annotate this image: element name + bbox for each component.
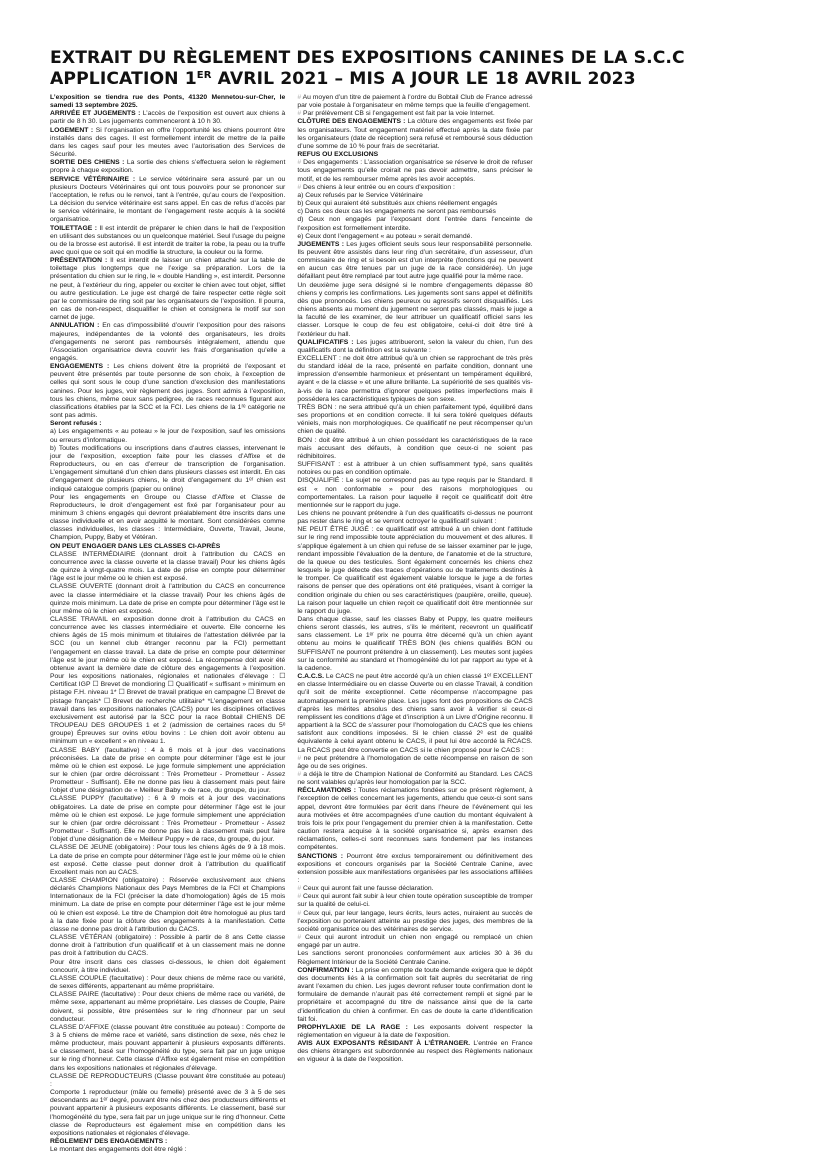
paragraph <box>297 477 532 510</box>
paragraph-text: Le CACS ne peut être accordé qu’à un chien classé 1ᵉʳ EXCELLENT en classe Intermédiaire ou en classe Ouverte ou en classe Travail, à condition qu’il soit de mérite exceptionnel. Cette récompense n’accompagne pas automatiquement la première place. Les juges font des propositions de CACS d’après les mérites absolus des chiens sans avoir à vérifier si ceux-ci remplissent les conditions d’âge et d’inscription à un Livre d’Origine reconnu. Il appartient à la SCC de s’assurer pour l’homologation du CACS que les chiens satisfont aux conditions imposées. Si le chien classé 2ᵉ est de qualité équivalente à celui ayant obtenu le CACS, il peut lui être accordé la RCACS. La RCACS peut être convertie en CACS si le chien proposé pour le CACS : <box>297 673 533 754</box>
paragraph-text: Ceux qui, par leur langage, leurs écrits, leurs actes, nuiraient au succès de l’exposition ou porteraient atteinte au prestige des juges, des membres de la société organisatrice ou des vétérinaires de service. <box>297 909 533 933</box>
paragraph-text: Ceux qui auront fait une fausse déclaration. <box>301 885 434 893</box>
paragraph <box>50 159 285 175</box>
paragraph <box>50 363 285 420</box>
paragraph-text: DISQUALIFIÉ : Le sujet ne correspond pas au type requis par le Standard. Il est « non conformable » pour des raisons morphologiques ou comportementales. La raison pour laquelle il reçoit ce qualificatif doit être mentionnée sur le rapport du juge. <box>297 477 533 509</box>
paragraph-heading: RÈGLEMENT DES ENGAGEMENTS : <box>50 1138 168 1145</box>
paragraph <box>297 216 532 232</box>
paragraph-text: Des chiens à leur entrée ou en cours d’exposition : <box>301 183 455 191</box>
paragraph-heading: Seront refusés : <box>50 420 102 428</box>
paragraph <box>297 1024 532 1040</box>
paragraph-text: L’accès de l’exposition est ouvert aux chiens à partir de 8 h 30. Les jugements commenceront à 10 h 30. <box>50 110 286 126</box>
paragraph-text: CLASSE TRAVAIL en exposition donne droit à l’attribution du CACS en concurrence avec les classes intermédiaire et ouverte. Elle concerne les chiens âgés de 15 mois minimum et titulaires de l’attestation délivrée par la SCC (ou un kennel club étranger reconnu par la FCI) permettant l’engagement en classe travail. La date de prise en compte pour déterminer l’âge est le jour même où le chien est exposé. La récompense doit avoir été obtenue avant la dernière date de clôture des engagements à l’exposition. Pour les expositions nationales, régionales et nationales d’élevage : ☐ Certificat IGP ☐ Brevet de mondioring ☐ Qualificatif « suffisant » minimum en pistage F.H. niveau 1* ☐ Brevet de travail pratique en campagne ☐ Brevet de pistage français* ☐ Brevet de recherche utilitaire* *L’engagement en classe travail dans les expositions nationales (CACS) pour les disciplines olfactives exclusivement est autorisé par la SCC pour la race Bobtail CHIENS DE TROUPEAU DES GROUPES 1 et 2 (admission de certaines races du 5ᵉ groupe) Épreuves sur ovins et/ou bovins : Le chien doit avoir obtenu au minimum un « excellent » en niveau 1. <box>50 616 286 746</box>
paragraph-text: Comporte 1 reproducteur (mâle ou femelle) présenté avec de 3 à 5 de ses descendants au 1ᵉʳ degré, pouvant être nés chez des producteurs différents et pouvant appartenir à plusieurs exposants différents. Le classement, basé sur l’homogénéité du type, sera fait par un juge unique sur le ring d’honneur. Cette classe de Reproducteurs est également mise en compétition dans les expositions nationales et régionales d’élevage. <box>50 1089 286 1137</box>
paragraph <box>50 543 285 551</box>
paragraph-heading: ENGAGEMENTS : <box>50 363 110 371</box>
paragraph-text: NE PEUT ÊTRE JUGÉ : ce qualificatif est attribué à un chien dont l’attitude sur le ring rend impossible toute appréciation du mouvement et des allures. Il s’applique également à un chien qui refuse de se laisser examiner par le juge, rendant impossible l’évaluation de la denture, de l’anatomie et de la structure, de la queue ou des testicules. Sont également concernés les chiens chez lesquels le juge détecte des traces d’opérations ou de traitements destinés à le tromper. Ce qualificatif est également valable lorsque le juge a de fortes raisons de penser que des opérations ont été pratiquées, visant à corriger la condition originale du chien ou ses caractéristiques (paupière, oreille, queue). La raison pour laquelle un chien reçoit ce qualificatif doit être mentionnée sur le rapport du juge. <box>297 526 533 615</box>
paragraph <box>297 787 532 852</box>
paragraph <box>297 241 532 282</box>
paragraph-text: BON : doit être attribué à un chien possédant les caractéristiques de la race mais accusant des défauts, à condition que ceux-ci ne soient pas rédhibitoires. <box>297 436 533 460</box>
paragraph-text: Pour être inscrit dans ces classes ci-dessous, le chien doit également concourir, à titre individuel. <box>50 958 286 974</box>
paragraph-text: Au moyen d’un titre de paiement à l’ordre du Bobtail Club de France adressé par voie postale à l’organisateur en même temps que la feuille d’engagement. <box>297 94 533 110</box>
paragraph-text: Pourront être exclus temporairement ou définitivement des expositions et concours organisés par la Société Centrale Canine, avec extension possible aux manifestations organisées par les associations affiliées : <box>297 852 533 884</box>
paragraph-text: d) Ceux non engagés par l’exposant dont l’entrée dans l’enceinte de l’exposition est formellement interdite. <box>297 216 533 232</box>
paragraph <box>297 771 532 787</box>
paragraph <box>50 583 285 616</box>
paragraph <box>50 934 285 958</box>
paragraph <box>297 404 532 437</box>
bullet-icon: # <box>297 934 302 942</box>
paragraph <box>297 200 532 208</box>
paragraph <box>50 127 285 160</box>
paragraph-text: Ceux qui auront introduit un chien non engagé ou remplacé un chien engagé par un autre. <box>297 934 533 950</box>
title-line-2: APPLICATION 1ER AVRIL 2021 – MIS A JOUR LE 18 AVRIL 2023 <box>50 69 636 89</box>
bullet-icon: # <box>297 754 302 762</box>
paragraph-heading: SERVICE VÉTÉRINAIRE : <box>50 175 136 183</box>
bullet-icon: # <box>297 110 302 118</box>
paragraph <box>50 176 285 225</box>
paragraph-heading: ARRIVÉE ET JUGEMENTS : <box>50 110 141 118</box>
paragraph <box>297 461 532 477</box>
paragraph-text: a déjà le titre de Champion National de Conformité au Standard. Les CACS ne sont valables qu’après leur homologation par la SCC. <box>297 770 533 787</box>
paragraph-text: Les juges officient seuls sous leur responsabilité personnelle. Ils peuvent être assistés dans leur ring d’un secrétaire, d’un assesseur, d’un commissaire de ring et si besoin est d’un interprète (fonctions qui ne peuvent en aucun cas être tenues par un juge de la race considérée). Un juge défaillant peut être remplacé par tout autre juge qualifié pour la même race. <box>297 240 533 281</box>
paragraph <box>50 551 285 584</box>
paragraph-text: SUFFISANT : est à attribuer à un chien suffisamment typé, sans qualités notoires ou pas en condition optimale. <box>297 461 533 477</box>
paragraph-text: L’entrée en France des chiens étrangers est subordonnée au respect des Règlements nationaux en vigueur à la date de l’exposition. <box>297 1040 533 1064</box>
paragraph <box>297 282 532 339</box>
paragraph <box>50 975 285 991</box>
paragraph-text: Les chiens ne pouvant prétendre à l’un des qualificatifs ci-dessus ne pourront pas rester dans le ring et se verront octroyer le qualificatif suivant : <box>297 509 533 526</box>
bullet-icon: # <box>297 159 302 167</box>
paragraph-text: CLASSE PUPPY (facultative) : 6 à 9 mois et à jour des vaccinations obligatoires. La date de prise en compte pour déterminer l’âge est le jour même où le chien est exposé. Le juge formule simplement une appréciation sur le chien (par ordre décroissant : Très Prometteur - Prometteur - Assez Prometteur - Suffisant). Elle ne donne pas lieu à classement mais peut faire l’objet d’une désignation de « Meilleur Puppy » de race, du groupe, du jour. <box>50 795 286 844</box>
paragraph <box>50 94 285 110</box>
paragraph <box>297 910 532 934</box>
paragraph-heading: RÉCLAMATIONS : <box>297 787 357 795</box>
bullet-icon: # <box>297 909 302 917</box>
paragraph <box>50 428 285 444</box>
paragraph <box>297 208 532 216</box>
paragraph <box>50 420 285 428</box>
paragraph-text: Il est interdit de préparer le chien dans le hall de l’exposition en utilisant des substances ou un quelconque matériel. Seul l’usage du peigne ou de la brosse est autorisé. Il est interdit de traiter la robe, la peau ou la truffe avec quoi que ce soit qui en modifie la structure, la couleur ou la forme. <box>50 224 286 256</box>
paragraph-text: Des engagements : L’association organisatrice se réserve le droit de refuser tous engagements qu’elle croirait ne pas devoir admettre, sans préciser le motif, et de les rembourser même après les avoir acceptés. <box>297 159 533 183</box>
paragraph-text: b) Toutes modifications ou inscriptions dans d’autres classes, intervenant le jour de l’exposition, exception faite pour les classes d’Affixe et de Reproducteurs, ou en cas d’erreur de transcription de l’organisation. L’engagement simultané d’un chien dans plusieurs classes est interdit. En cas d’engagement de plusieurs chiens, le droit d’engagement du 1ᵉʳ chien est indiqué catalogue compris (papier ou online) <box>50 444 286 493</box>
paragraph-heading: AVIS AUX EXPOSANTS RÉSIDANT À L’ÉTRANGER. <box>297 1040 470 1048</box>
paragraph <box>297 339 532 355</box>
paragraph-text: Les chiens doivent être la propriété de l’exposant et peuvent être présentés par toute personne de son choix, à l’exception de celles qui sont sous le coup d’une sanction d’exclusion des manifestations canines. Pour les juges, voir règlement des juges. Sont admis à l’exposition, tous les chiens, même ceux sans pedigree, de races reconnues figurant aux classifications établies par la SCC et la FCI. Les chiens de la 1ʳᵉ catégorie ne sont pas admis. <box>50 363 286 420</box>
paragraph <box>50 1024 285 1073</box>
paragraph-heading: TOILETTAGE : <box>50 224 97 232</box>
title-line-1: EXTRAIT DU RÈGLEMENT DES EXPOSITIONS CANINES DE LA S.C.C <box>50 48 685 68</box>
paragraph-text: Il est interdit de laisser un chien attaché sur la table de toilettage plus longtemps que ne l’exige sa préparation. Lors de la présentation du chien sur le ring, le « double Handling », est interdit. Personne ne peut, à l’extérieur du ring, appeler ou exciter le chien avec tout objet, sifflet ou autre gesticulation. Le juge est chargé de faire respecter cette règle soit par le commissaire de ring soit par les organisateurs de l’exposition. Il pourra, en cas de non-respect, disqualifier le chien et consignera le motif sur son carnet de juge. <box>50 257 286 322</box>
paragraph <box>297 967 532 1024</box>
paragraph-text: Par prélèvement CB si l’engagement est fait par la voie Internet. <box>301 110 495 118</box>
paragraph <box>50 877 285 934</box>
paragraph <box>50 844 285 877</box>
bullet-icon: # <box>297 885 302 893</box>
paragraph-text: CLASSE VÉTÉRAN (obligatoire) : Possible à partir de 8 ans Cette classe donne droit à l’attribution d’un qualificatif et à un classement mais ne donne pas droit à l’attribution du CACS. <box>50 934 286 958</box>
paragraph <box>50 959 285 975</box>
paragraph <box>297 233 532 241</box>
paragraph <box>50 257 285 322</box>
paragraph-heading: LOGEMENT : <box>50 126 94 134</box>
bullet-icon: # <box>297 893 302 901</box>
paragraph <box>297 885 532 893</box>
paragraph-heading: QUALIFICATIFS : <box>297 338 354 346</box>
paragraph-heading: REFUS OU EXCLUSIONS <box>297 151 379 159</box>
paragraph-text: e) Ceux dont l’engagement « au poteau » serait demandé. <box>297 232 473 240</box>
bullet-icon: # <box>297 94 302 101</box>
paragraph-heading: SORTIE DES CHIENS : <box>50 159 125 167</box>
paragraph-text: CLASSE COUPLE (facultative) : Pour deux chiens de même race ou variété, de sexes différents, appartenant au même propriétaire. <box>50 974 286 991</box>
paragraph <box>50 322 285 363</box>
paragraph-heading: ANNULATION : <box>50 322 100 330</box>
paragraph-text: TRÈS BON : ne sera attribué qu’à un chien parfaitement typé, équilibré dans ses proportions et en condition correcte. Il lui sera toléré quelques défauts véniels, mais non morphologiques. Ce qualificatif ne peut récompenser qu’un chien de qualité. <box>297 403 533 436</box>
paragraph-heading: ON PEUT ENGAGER DANS LES CLASSES CI-APRÈS <box>50 542 221 550</box>
paragraph <box>297 616 532 673</box>
paragraph <box>50 991 285 1024</box>
document-title <box>50 48 780 90</box>
paragraph <box>50 445 285 494</box>
paragraph-text: La clôture des engagements est fixée par les organisateurs. Tout engagement matériel effectué après la date fixée par les organisateurs (date de réception) sera refusé et remboursé sous déduction d’une somme de 10 % pour frais de secrétariat. <box>297 118 533 150</box>
paragraph-text: Les juges attribueront, selon la valeur du chien, l’un des qualificatifs dont la définition est la suivante : <box>297 338 533 354</box>
paragraph <box>297 1040 532 1064</box>
paragraph <box>297 934 532 950</box>
paragraph <box>297 893 532 909</box>
paragraph <box>297 437 532 461</box>
paragraph <box>297 151 532 159</box>
paragraph <box>297 118 532 151</box>
paragraph-text: EXCELLENT : ne doit être attribué qu’à un chien se rapprochant de très près du standard idéal de la race, présenté en parfaite condition, donnant une impression d’ensemble harmonieux et présentant un tempérament équilibré, ayant « de la classe » et une allure brillante. La supériorité de ses qualités vis-à-vis de la race permettra d’ignorer quelques petites imperfections mais il possédera les caractéristiques typiques de son sexe. <box>297 355 533 403</box>
paragraph <box>297 184 532 192</box>
paragraph <box>50 225 285 258</box>
paragraph <box>50 795 285 844</box>
paragraph-text: Les exposants doivent respecter la réglementation en vigueur à la date de l’exposition. <box>297 1023 533 1039</box>
paragraph <box>50 616 285 747</box>
paragraph-text: Ceux qui auront fait subir à leur chien toute opération susceptible de tromper sur la qualité de celui-ci. <box>297 893 533 909</box>
paragraph-heading: JUGEMENTS : <box>297 240 344 248</box>
paragraph-heading: L’exposition se tiendra rue des Ponts, 41320 Mennetou-sur-Cher, le samedi 13 septembre 2025. <box>50 94 286 110</box>
paragraph-text: Dans chaque classe, sauf les classes Baby et Puppy, les quatre meilleurs chiens seront classés, les autres, s’ils le méritent, recevront un qualificatif sans classement. Le 1ᵉʳ prix ne pourra être décerné qu’à un chien ayant obtenu au moins le qualificatif TRÈS BON (les chiens qualifiés BON ou SUFFISANT ne pourront prétendre à un classement). Les meutes sont jugées sur la conformité au standard et l’homogénéité du lot par rapport au type et à la cadence. <box>297 616 533 672</box>
bullet-icon: # <box>297 770 302 778</box>
paragraph-text: CLASSE DE JEUNE (obligatoire) : Pour tous les chiens âgés de 9 à 18 mois. La date de prise en compte pour déterminer l’âge est le jour même où le chien est exposé. Cette classe peut donner droit à l’attribution du qualificatif Excellent mais non au CACS. <box>50 844 286 876</box>
paragraph <box>50 1089 285 1138</box>
paragraph <box>50 1146 285 1154</box>
paragraph-text: a) Les engagements « au poteau » le jour de l’exposition, sauf les omissions ou erreurs d’informatique. <box>50 428 286 444</box>
paragraph-heading: CLÔTURE DES ENGAGEMENTS : <box>297 118 406 126</box>
paragraph-heading: PROPHYLAXIE DE LA RAGE : <box>297 1023 408 1031</box>
paragraph <box>297 159 532 183</box>
paragraph-text: La prise en compte de toute demande exigera que le dépôt des documents liés à la confirmation soit fait auprès du secrétariat de ring avant l’examen du chien. Les juges devront refuser toute confirmation dont le formulaire de demande n’aurait pas été correctement rempli et signé par le propriétaire et accompagné du titre de naissance ainsi que de la carte d’identification du chien à confirmer. En cas de doute la carte d’identification fait foi. <box>297 966 533 1023</box>
paragraph <box>297 355 532 404</box>
paragraph-text: a) Ceux refusés par le Service Vétérinaire <box>297 191 423 199</box>
paragraph <box>297 853 532 886</box>
paragraph <box>297 526 532 616</box>
paragraph-text: Les sanctions seront prononcées conformément aux articles 30 à 36 du Règlement Intérieur de la Société Centrale Canine. <box>297 950 533 966</box>
paragraph <box>50 494 285 543</box>
paragraph-text: Le montant des engagements doit être réglé : <box>50 1146 187 1154</box>
paragraph <box>50 1073 285 1089</box>
paragraph-text: CLASSE CHAMPION (obligatoire) : Réservée exclusivement aux chiens déclarés Champions Nationaux des Pays Membres de la FCI et Champions Internationaux de la FCI (préciser la date d’homologation) âgés de 15 mois minimum. La date de prise en compte pour déterminer l’âge est le jour même où le chien est exposé. Le titre de Champion doit être homologué au plus tard à la date fixée pour la clôture des engagements à la manifestation. Cette classe ne donne pas droit à l’attribution du CACS. <box>50 877 286 933</box>
paragraph-text: Un deuxième juge sera désigné si le nombre d’engagements dépasse 80 chiens y compris les confirmations. Les jugements sont sans appel et définitifs dès que prononcés. Les chiens peureux ou agressifs seront disqualifiés. Les chiens absents au moment du jugement ne seront pas classés, mais le juge a la faculté de les examiner, de leur attribuer un qualificatif officiel sans les classer. Lorsque le coup de feu est obligatoire, celui-ci doit être tiré à l’extérieur du hall. <box>297 281 533 338</box>
paragraph-text: La sortie des chiens s’effectuera selon le règlement propre à chaque exposition. <box>50 159 286 175</box>
paragraph-text: Le service vétérinaire sera assuré par un ou plusieurs Docteurs Vétérinaires qui ont tous pouvoirs pour se prononcer sur l’acceptation, le refus ou le renvoi, tant à l’entrée, qu’au cours de l’exposition. La décision du service vétérinaire est sans appel. En cas de refus d’accès par le service vétérinaire, le montant de l’engagement reste acquis à la société organisatrice. <box>50 175 286 224</box>
paragraph-text: CLASSE OUVERTE (donnant droit à l’attribution du CACS en concurrence avec la classe intermédiaire et la classe travail) Pour les chiens âgés de quinze mois minimum. La date de prise en compte pour déterminer l’âge est le jour même où le chien est exposé. <box>50 583 286 615</box>
paragraph-text: ne peut prétendre à l’homologation de cette récompense en raison de son âge ou de ses origines. <box>297 754 533 770</box>
paragraph-text: b) Ceux qui auraient été substitués aux chiens réellement engagés <box>297 200 498 208</box>
regulation-body <box>50 94 780 1158</box>
paragraph-text: CLASSE D’AFFIXE (classe pouvant être constituée au poteau) : Comporte de 3 à 5 chiens de même race et variété, sans distinction de sexe, nés chez le même producteur, mais pouvant appartenir à plusieurs exposants différents. Le classement, basé sur l’homogénéité du type, sera fait par un juge unique sur le ring d’honneur. Cette classe d’Affixe est également mise en compétition dans les expositions nationales et régionales d’élevage. <box>50 1023 286 1072</box>
paragraph-text: Pour les engagements en Groupe ou Classe d’Affixe et Classe de Reproducteurs, le droit d’engagement est fixé par l’organisateur pour au minimum 3 chiens engagés qui devront préalablement être inscrits dans une classe individuelle et en avoir acquitté le montant. Sont considérées comme classes individuelles, les classes : Intermédiaire, Ouverte, Travail, Jeune, Champion, Puppy, Baby et Vétéran. <box>50 493 286 542</box>
paragraph <box>297 673 532 755</box>
bullet-icon: # <box>297 183 302 191</box>
paragraph <box>297 192 532 200</box>
paragraph-text: c) Dans ces deux cas les engagements ne seront pas remboursés <box>297 208 496 216</box>
paragraph-text: CLASSE BABY (facultative) : 4 à 6 mois et à jour des vaccinations préconisées. La date de prise en compte pour déterminer l’âge est le jour même où le chien est exposé. Le juge formule simplement une appréciation sur le chien (par ordre décroissant : Très Prometteur - Prometteur - Assez Prometteur - Suffisant). Elle ne donne pas lieu à classement mais peut faire l’objet d’une désignation de « Meilleur Baby » de race, du groupe, du jour. <box>50 746 286 795</box>
paragraph-heading: C.A.C.S. <box>297 673 325 681</box>
paragraph-text: CLASSE PAIRE (facultative) : Pour deux chiens de même race ou variété, de même sexe, appartenant au même propriétaire. Les classes de Couple, Paire doivent, si possible, être présentées sur le ring d’honneur par un seul conducteur. <box>50 991 286 1023</box>
paragraph <box>50 1138 285 1146</box>
paragraph-text: CLASSE INTERMÉDIAIRE (donnant droit à l’attribution du CACS en concurrence avec la classe ouverte et la classe travail) Pour les chiens âgés de quinze à vingt-quatre mois. La date de prise en compte pour déterminer l’âge est le jour même où le chien est exposé. <box>50 550 286 583</box>
paragraph-text: Toutes réclamations fondées sur ce présent règlement, à l’exception de celles concernant les jugements, attendu que ceux-ci sont sans appel, devront être formulées par écrit dans l’heure de l’événement qui les aura motivées et être accompagnées d’une caution du montant équivalent à trois fois le prix pour l’engagement du premier chien à la manifestation. Cette caution restera acquise à la société organisatrice si, après examen des réclamations, celles-ci sont reconnues sans fondement par les instances compétentes. <box>297 787 533 852</box>
paragraph <box>297 755 532 771</box>
paragraph-heading: CONFIRMATION : <box>297 966 354 974</box>
paragraph <box>297 950 532 966</box>
paragraph-text: En cas d’impossibilité d’ouvrir l’exposition pour des raisons majeures, indépendantes de la volonté des organisateurs, les droits d’engagements ne seront pas remboursés intégralement, attendu que l’Association organisatrice devra couvrir les frais d’organisation qu’elle a engagés. <box>50 322 286 362</box>
paragraph-heading: PRÉSENTATION : <box>50 257 108 265</box>
paragraph-heading: SANCTIONS : <box>297 852 344 860</box>
paragraph <box>50 747 285 796</box>
paragraph <box>297 94 532 110</box>
paragraph-text: CLASSE DE REPRODUCTEURS (Classe pouvant être constituée au poteau) : <box>50 1072 286 1088</box>
paragraph-text: Si l’organisation en offre l’opportunité les chiens pourront être installés dans des cages. Il est formellement interdit de mettre de la paille dans les cages sauf pour les meutes avec l’autorisation des Services de Sécurité. <box>50 126 286 159</box>
paragraph <box>297 510 532 526</box>
paragraph <box>50 110 285 126</box>
